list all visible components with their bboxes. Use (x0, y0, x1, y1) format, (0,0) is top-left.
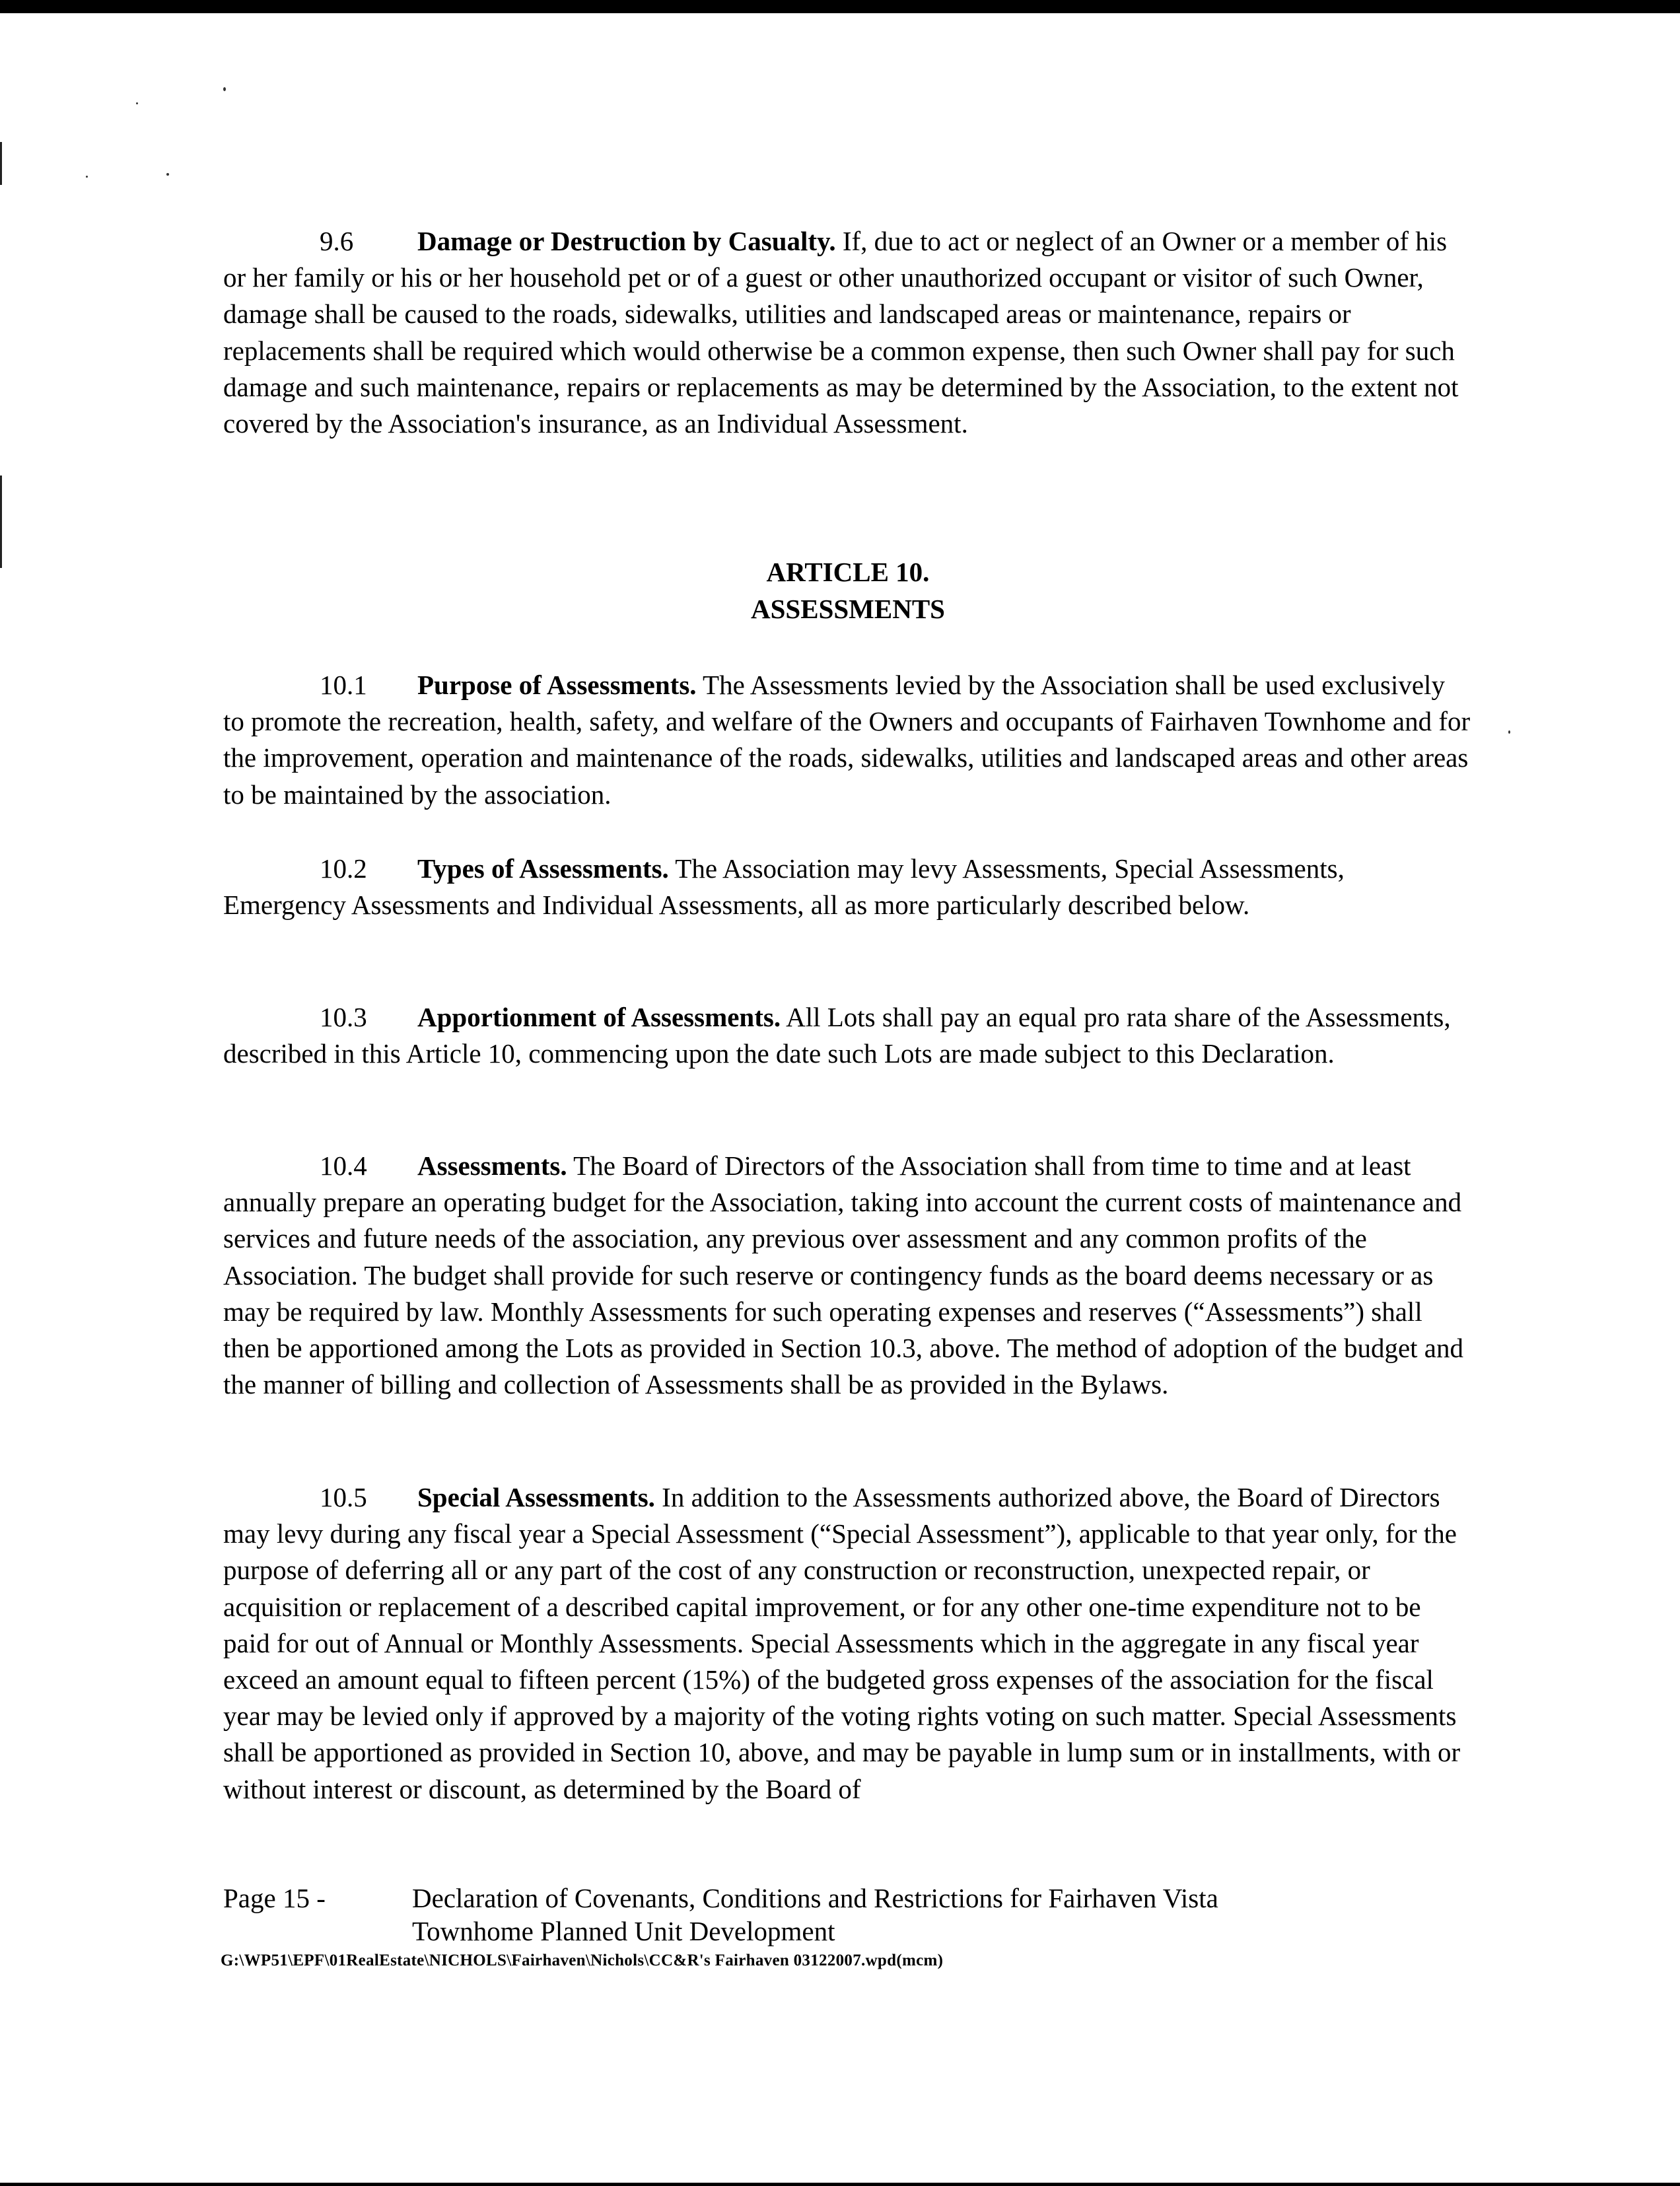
article-title: ASSESSMENTS (751, 594, 945, 624)
article-number: ARTICLE 10. (766, 557, 930, 587)
section-title: Types of Assessments. (417, 853, 669, 884)
section-number: 10.4 (320, 1150, 367, 1181)
footer-page-number: Page 15 - (223, 1883, 326, 1913)
section-paragraph (223, 1148, 1473, 1403)
section-paragraph (223, 667, 1473, 813)
section-body: All Lots shall pay an equal pro rata share of the Assessments, described in this Article 10, commencing upon the date such Lots are made subject to this Declaration. (223, 1002, 1451, 1069)
article-heading (223, 553, 1473, 627)
section-title: Purpose of Assessments. (417, 670, 697, 700)
section-number: 10.3 (320, 1002, 367, 1032)
section-10-2 (223, 851, 1473, 923)
footer-document-title-line2: Townhome Planned Unit Development (412, 1916, 835, 1946)
section-title: Assessments. (417, 1150, 567, 1181)
section-10-3 (223, 999, 1473, 1072)
section-10-1 (223, 667, 1473, 813)
scan-speck (1508, 730, 1510, 734)
section-body: The Association may levy Assessments, Special Assessments, Emergency Assessments and Individual Assessments, all as more particularly described below. (223, 853, 1345, 921)
footer-document-title-line1: Declaration of Covenants, Conditions and Restrictions for Fairhaven Vista (412, 1883, 1218, 1913)
scan-edge-mark (0, 476, 2, 568)
scan-speck (136, 102, 138, 104)
section-number: 9.6 (320, 226, 354, 256)
section-body: In addition to the Assessments authorized above, the Board of Directors may levy during any fiscal year a Special Assessment (“Special Assessment”), applicable to that year only, for the purpose of deferring all or any part of the cost of any construction or reconstruction, unexpected repair, or acquisition or replacement of a described capital improvement, or for any other one-time expenditure not to be paid for out of Annual or Monthly Assessments. Special Assessments which in the aggregate in any fiscal year exceed an amount equal to fifteen percent (15%) of the budgeted gross expenses of the association for the fiscal year may be levied only if approved by a majority of the voting rights voting on such matter. Special Assessments shall be apportioned as provided in Section 10, above, and may be payable in lump sum or in installments, with or without interest or discount, as determined by the Board of (223, 1482, 1461, 1804)
section-number: 10.2 (320, 853, 367, 884)
section-title: Apportionment of Assessments. (417, 1002, 781, 1032)
section-paragraph (223, 223, 1473, 442)
section-body: If, due to act or neglect of an Owner or a member of his or her family or his or her household pet or of a guest or other unauthorized occupant or visitor of such Owner, damage shall be caused to the roads, sidewalks, utilities and landscaped areas or maintenance, repairs or replacements shall be required which would otherwise be a common expense, then such Owner shall pay for such damage and such maintenance, repairs or replacements as may be determined by the Association, to the extent not covered by the Association's insurance, as an Individual Assessment. (223, 226, 1459, 439)
footer-file-path: G:\WP51\EPF\01RealEstate\NICHOLS\Fairhaven\Nichols\CC&R's Fairhaven 03122007.wpd(mcm) (221, 1952, 944, 1969)
scan-bottom-border (0, 2183, 1680, 2186)
section-paragraph (223, 1479, 1473, 1808)
section-number: 10.1 (320, 670, 367, 700)
section-paragraph (223, 999, 1473, 1072)
scan-edge-mark (0, 142, 2, 185)
section-title: Special Assessments. (417, 1482, 655, 1512)
section-number: 10.5 (320, 1482, 367, 1512)
scan-speck (166, 173, 169, 176)
section-10-4 (223, 1148, 1473, 1403)
section-title: Damage or Destruction by Casualty. (417, 226, 836, 256)
section-9-6 (223, 223, 1473, 442)
scan-top-border (0, 0, 1680, 13)
scan-speck (86, 176, 88, 178)
section-paragraph (223, 851, 1473, 923)
scan-speck (223, 87, 226, 91)
section-10-5 (223, 1479, 1473, 1808)
section-body: The Board of Directors of the Association shall from time to time and at least annually prepare an operating budget for the Association, taking into account the current costs of maintenance and services and future needs of the association, any previous over assessment and any common profits of the Association. The budget shall provide for such reserve or contingency funds as the board deems necessary or as may be required by law. Monthly Assessments for such operating expenses and reserves (“Assessments”) shall then be apportioned among the Lots as provided in Section 10.3, above. The method of adoption of the budget and the manner of billing and collection of Assessments shall be as provided in the Bylaws. (223, 1150, 1463, 1400)
section-body: The Assessments levied by the Association shall be used exclusively to promote the recreation, health, safety, and welfare of the Owners and occupants of Fairhaven Townhome and for the improvement, operation and maintenance of the roads, sidewalks, utilities and landscaped areas and other areas to be maintained by the association. (223, 670, 1471, 810)
